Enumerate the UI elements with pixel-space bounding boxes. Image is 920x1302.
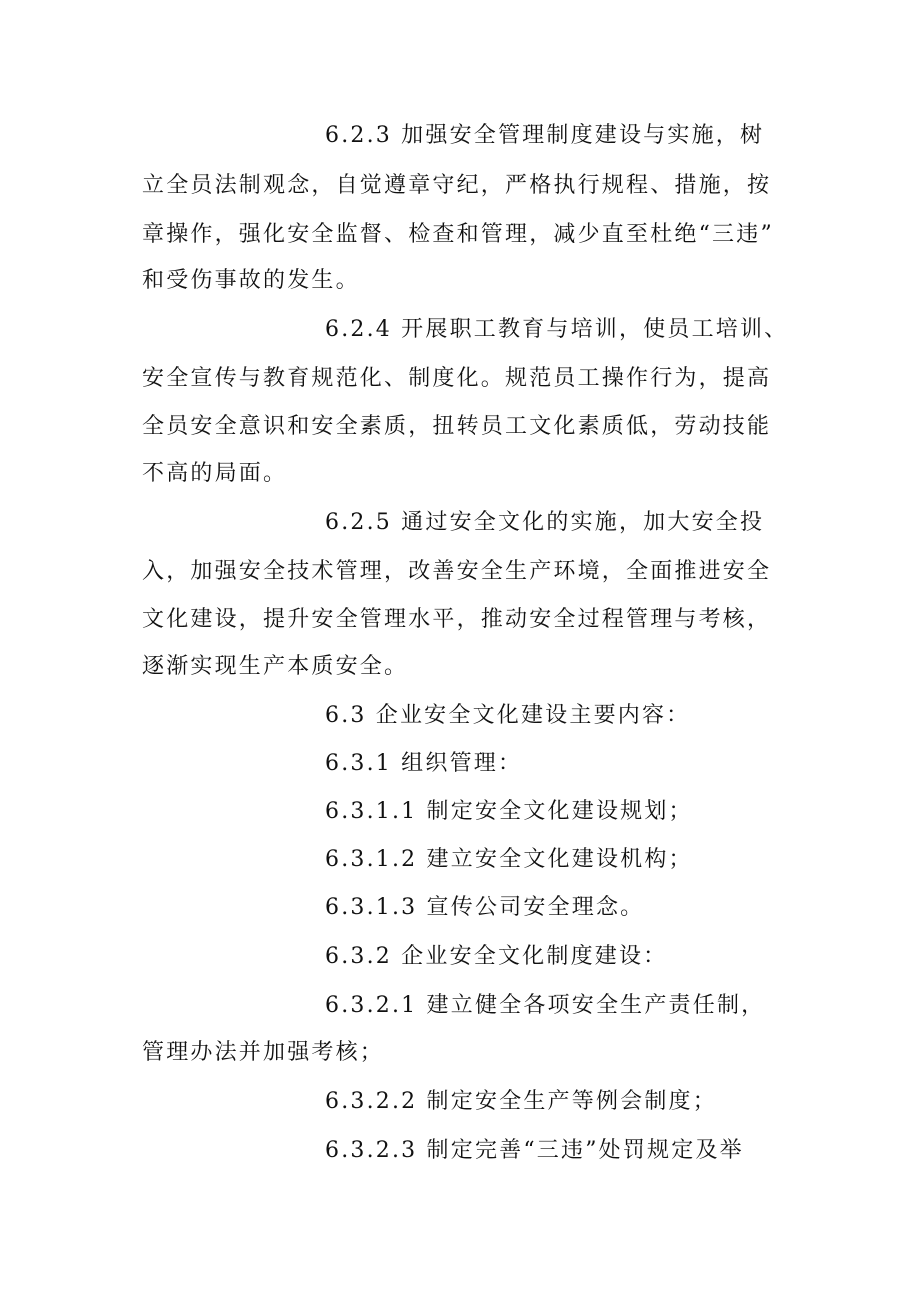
text-line: 6.3.1.1 制定安全文化建设规划；: [325, 799, 693, 824]
text-line: 6.2.5 通过安全文化的实施，加大安全投: [325, 510, 765, 535]
text-line: 6.3.1.2 建立安全文化建设机构；: [325, 847, 693, 872]
text-line: 章操作，强化安全监督、检查和管理，减少直至杜绝“三违”: [142, 222, 774, 247]
text-line: 文化建设，提升安全管理水平，推动安全过程管理与考核，: [142, 607, 772, 632]
text-line: 不高的局面。: [142, 461, 288, 486]
text-line: 6.2.4 开展职工教育与培训，使员工培训、: [325, 317, 789, 342]
text-line: 安全宣传与教育规范化、制度化。规范员工操作行为，提高: [142, 366, 772, 391]
text-line: 立全员法制观念，自觉遵章守纪，严格执行规程、措施，按: [142, 173, 772, 198]
text-line: 和受伤事故的发生。: [142, 268, 360, 293]
text-line: 全员安全意识和安全素质，扭转员工文化素质低，劳动技能: [142, 414, 772, 439]
text-line: 6.3.2.2 制定安全生产等例会制度；: [325, 1089, 717, 1114]
text-line: 6.3.1 组织管理：: [325, 751, 523, 776]
text-line: 6.3.1.3 宣传公司安全理念。: [325, 895, 645, 920]
text-line: 入，加强安全技术管理，改善安全生产环境，全面推进安全: [142, 559, 772, 584]
text-line: 逐渐实现生产本质安全。: [142, 654, 409, 679]
text-line: 6.3 企业安全文化建设主要内容：: [325, 703, 691, 728]
text-line: 管理办法并加强考核；: [142, 1040, 385, 1065]
text-line: 6.3.2.1 建立健全各项安全生产责任制，: [325, 993, 766, 1018]
text-line: 6.3.2 企业安全文化制度建设：: [325, 944, 668, 969]
text-line: 6.3.2.3 制定完善“三违”处罚规定及举: [325, 1138, 744, 1163]
text-line: 6.2.3 加强安全管理制度建设与实施，树: [325, 123, 765, 148]
